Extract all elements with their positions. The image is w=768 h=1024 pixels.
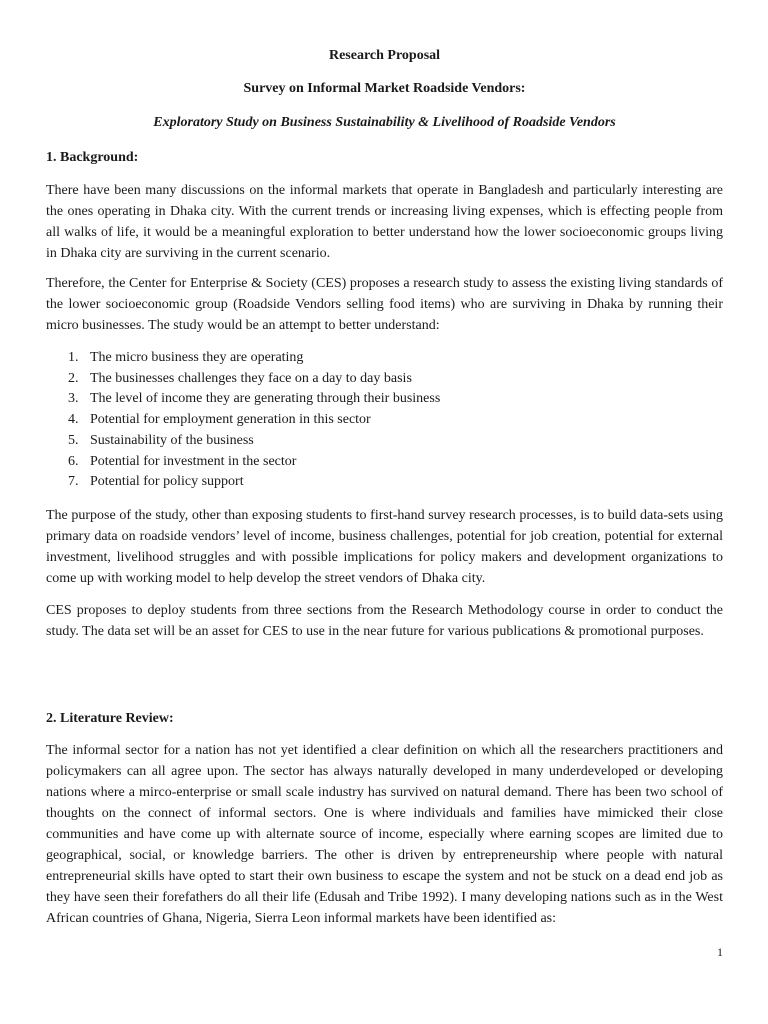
list-text: Sustainability of the business (90, 432, 254, 448)
list-item (46, 452, 440, 473)
list-text: Potential for policy support (90, 474, 244, 490)
background-paragraph-4: CES proposes to deploy students from three sections from the Research Methodology course in order to conduct the study. The data set will be an asset for CES to use in the near future for various publications & promotional purposes. (46, 603, 723, 639)
list-text: Potential for investment in the sector (90, 453, 297, 469)
background-heading: 1. Background: (46, 150, 139, 165)
document-subtitle: Survey on Informal Market Roadside Vendors: (243, 81, 526, 96)
document-title: Research Proposal (328, 48, 441, 63)
list-text: The level of income they are generating through their business (90, 391, 441, 407)
list-item (46, 389, 440, 410)
list-number: 1. (68, 350, 79, 365)
list-number: 3. (68, 391, 79, 407)
list-item (46, 431, 440, 452)
literature-review-heading: 2. Literature Review: (46, 711, 174, 726)
list-number: 6. (68, 453, 79, 469)
list-text: The micro business they are operating (90, 350, 304, 365)
list-number: 4. (68, 412, 79, 428)
list-item (46, 348, 440, 369)
literature-review-paragraph-1: The informal sector for a nation has not yet identified a clear definition on which all the researchers practitioners and policymakers can all agree upon. The sector has always naturally developed in many underdeveloped or developing nations where a mirco-enterprise or small scale industry has survived on natural demand. There has been two school of thoughts on the connect of informal sectors. One is where individuals and families have mimicked their close communities and have come up with alternate source of income, especially where earning scopes are limited due to geographical, social, or knowledge barriers. The other is driven by entrepreneurship where people with natural entrepreneurial skills have opted to start their own business to escape the system and not be stuck on a dead end job as they have seen their forefathers do all their life (Edusah and Tribe 1992). I many developing nations such as in the West African countries of Ghana, Nigeria, Sierra Leon informal markets have been identified as: (46, 743, 723, 926)
background-paragraph-2: Therefore, the Center for Enterprise & Society (CES) proposes a research study to assess the existing living standards of the lower socioeconomic group (Roadside Vendors selling food items) who are surviving in Dhaka by running their micro businesses. The study would be an attempt to better understand: (46, 276, 723, 333)
list-item (46, 369, 440, 390)
background-paragraph-1: There have been many discussions on the informal markets that operate in Bangladesh and particularly interesting are the ones operating in Dhaka city. With the current trends or increasing living expenses, which is effecting people from all walks of life, it would be a meaningful exploration to better understand how the lower socioeconomic groups living in Dhaka city are surviving in the current scenario. (46, 183, 723, 261)
list-item (46, 472, 440, 493)
document-page (46, 0, 723, 1024)
list-number: 2. (68, 370, 79, 386)
page-number: 1 (717, 945, 723, 959)
list-number: 7. (68, 474, 79, 490)
list-text: The businesses challenges they face on a day to day basis (90, 370, 412, 386)
document-subtitle-italic: Exploratory Study on Business Sustainability & Livelihood of Roadside Vendors (153, 115, 616, 130)
list-item (46, 410, 440, 431)
list-text: Potential for employment generation in this sector (90, 412, 371, 428)
background-paragraph-3: The purpose of the study, other than exposing students to first-hand survey research processes, is to build data-sets using primary data on roadside vendors’ level of income, business challenges, potential for job creation, potential for external investment, livelihood struggles and with possible implications for policy makers and development organizations to come up with working model to help develop the street vendors of Dhaka city. (46, 508, 723, 586)
list-number: 5. (68, 432, 79, 448)
study-objectives-list (46, 348, 440, 493)
